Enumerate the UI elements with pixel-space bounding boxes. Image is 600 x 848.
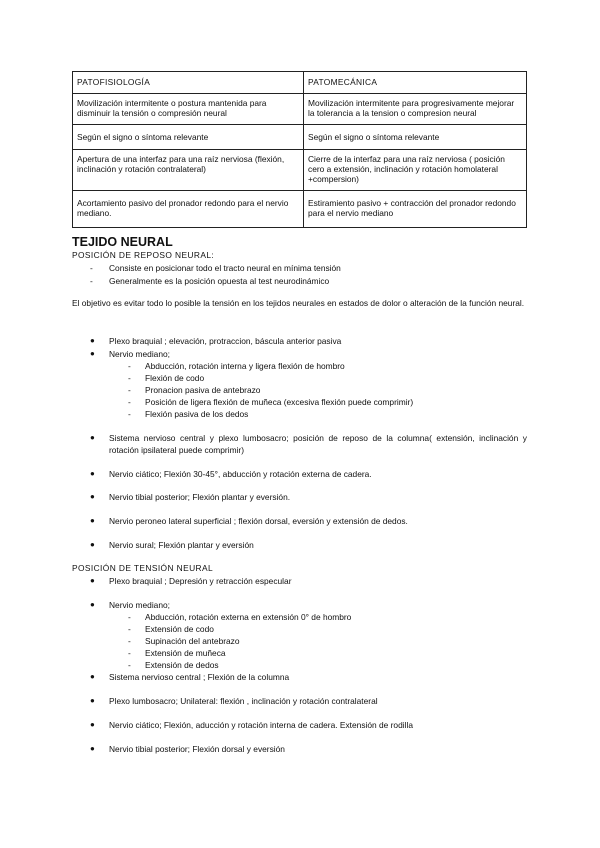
table-cell: Apertura de una interfaz para una raíz nerviosa (flexión, inclinación y rotación contralateral) <box>73 150 304 191</box>
table-cell: Movilización intermitente o postura mantenida para disminuir la tensión o compresión neural <box>73 94 304 125</box>
table-header-row <box>73 72 527 94</box>
table-cell: Estiramiento pasivo + contracción del pronador redondo para el nervio mediano <box>304 191 527 228</box>
list-item: ● Nervio mediano; <box>90 600 170 610</box>
table-header-cell: PATOMECÁNICA <box>304 72 527 94</box>
sub-list-item: - Supinación del antebrazo <box>128 636 240 646</box>
reposo-subtitle: POSICIÓN DE REPOSO NEURAL: <box>72 250 215 260</box>
section-title: TEJIDO NEURAL <box>72 235 173 249</box>
sub-list-item: - Flexión de codo <box>128 373 205 383</box>
list-item: ● Nervio mediano; <box>90 349 170 359</box>
table-cell: Acortamiento pasivo del pronador redondo para el nervio mediano. <box>73 191 304 228</box>
sub-list-item: - Posición de ligera flexión de muñeca (excesiva flexión puede comprimir) <box>128 397 414 407</box>
comparison-table <box>72 71 527 228</box>
table-row <box>73 94 527 125</box>
objective-paragraph: El objetivo es evitar todo lo posible la tensión en los tejidos neurales en estados de dolor o alteración de la función neural. <box>72 298 525 308</box>
table-row <box>73 150 527 191</box>
list-item: ● Nervio ciático; Flexión, aducción y rotación interna de cadera. Extensión de rodilla <box>90 720 413 730</box>
sub-list-item: - Pronacion pasiva de antebrazo <box>128 385 261 395</box>
sub-list-item: - Abducción, rotación externa en extensión 0° de hombro <box>128 612 352 622</box>
table-row <box>73 191 527 228</box>
table-cell: Según el signo o síntoma relevante <box>304 125 527 150</box>
list-item: ● Nervio tibial posterior; Flexión plantar y eversión. <box>90 492 291 502</box>
table-row <box>73 125 527 150</box>
dash-item: - Generalmente es la posición opuesta al test neurodinámico <box>90 276 330 286</box>
list-item: ● Sistema nervioso central y plexo lumbosacro; posición de reposo de la columna( extensión, inclinación y rotación ipsilateral puede comprimir) <box>90 433 527 455</box>
sub-list-item: - Flexión pasiva de los dedos <box>128 409 249 419</box>
sub-list-item: - Extensión de muñeca <box>128 648 226 658</box>
sub-list-item: - Extensión de dedos <box>128 660 219 670</box>
list-item: ● Nervio ciático; Flexión 30-45°, abducción y rotación externa de cadera. <box>90 469 372 479</box>
list-item: ● Nervio sural; Flexión plantar y eversión <box>90 540 254 550</box>
list-item: ● Plexo braquial ; Depresión y retracción especular <box>90 576 292 586</box>
list-item: ● Nervio tibial posterior; Flexión dorsal y eversión <box>90 744 285 754</box>
table-cell: Movilización intermitente para progresivamente mejorar la tolerancia a la tension o compresion neural <box>304 94 527 125</box>
list-item: ● Plexo braquial ; elevación, protraccion, báscula anterior pasiva <box>90 336 342 346</box>
sub-list-item: - Abducción, rotación interna y ligera flexión de hombro <box>128 361 345 371</box>
sub-list-item: - Extensión de codo <box>128 624 214 634</box>
table-header-cell: PATOFISIOLOGÍA <box>73 72 304 94</box>
table-cell: Cierre de la interfaz para una raíz nerviosa ( posición cero a extensión, inclinación y rotación homolateral +compersion) <box>304 150 527 191</box>
list-item: ● Nervio peroneo lateral superficial ; flexión dorsal, eversión y extensión de dedos. <box>90 516 408 526</box>
tension-subtitle: POSICIÓN DE TENSIÓN NEURAL <box>72 563 214 573</box>
table-cell: Según el signo o síntoma relevante <box>73 125 304 150</box>
list-item: ● Plexo lumbosacro; Unilateral: flexión , inclinación y rotación contralateral <box>90 696 378 706</box>
dash-item: - Consiste en posicionar todo el tracto neural en mínima tensión <box>90 263 341 273</box>
list-item: ● Sistema nervioso central ; Flexión de la columna <box>90 672 290 682</box>
